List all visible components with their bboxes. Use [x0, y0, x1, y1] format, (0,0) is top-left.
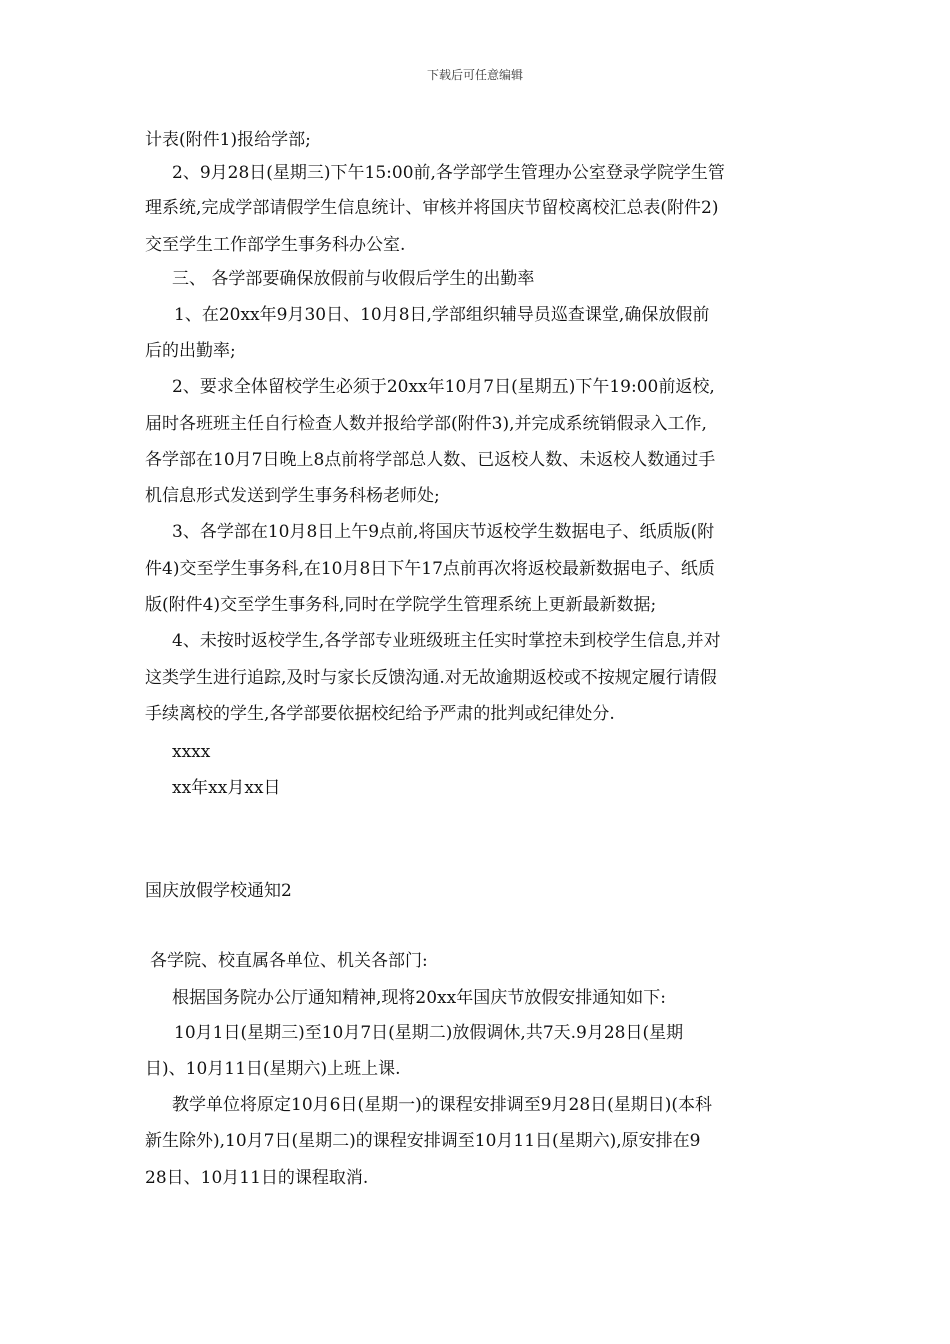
paragraph-line: 2、9月28日(星期三)下午15:00前,各学部学生管理办公室登录学院学生管 — [172, 163, 725, 183]
paragraph-line: 届时各班班主任自行检查人数并报给学部(附件3),并完成系统销假录入工作, — [145, 414, 707, 434]
paragraph-line: 各学院、校直属各单位、机关各部门: — [150, 951, 428, 971]
paragraph-line: 28日、10月11日的课程取消. — [145, 1168, 369, 1188]
page-header: 下载后可任意编辑 — [426, 68, 523, 82]
paragraph-line: 计表(附件1)报给学部; — [145, 130, 311, 150]
signature-date: xx年xx月xx日 — [172, 778, 281, 798]
paragraph-line: 后的出勤率; — [145, 341, 236, 361]
paragraph-line: 3、各学部在10月8日上午9点前,将国庆节返校学生数据电子、纸质版(附 — [172, 522, 715, 542]
paragraph-line: 日)、10月11日(星期六)上班上课. — [145, 1059, 401, 1079]
paragraph-line: 4、未按时返校学生,各学部专业班级班主任实时掌控未到校学生信息,并对 — [172, 631, 721, 651]
paragraph-line: 交至学生工作部学生事务科办公室. — [145, 235, 406, 255]
section-heading: 三、 各学部要确保放假前与收假后学生的出勤率 — [172, 269, 535, 289]
paragraph-line: 1、在20xx年9月30日、10月8日,学部组织辅导员巡查课堂,确保放假前 — [174, 305, 710, 325]
paragraph-line: 各学部在10月7日晚上8点前将学部总人数、已返校人数、未返校人数通过手 — [145, 450, 716, 470]
paragraph-line: 理系统,完成学部请假学生信息统计、审核并将国庆节留校离校汇总表(附件2) — [145, 198, 719, 218]
paragraph-line: 件4)交至学生事务科,在10月8日下午17点前再次将返校最新数据电子、纸质 — [145, 559, 715, 579]
paragraph-line: 2、要求全体留校学生必须于20xx年10月7日(星期五)下午19:00前返校, — [172, 377, 715, 397]
paragraph-line: 教学单位将原定10月6日(星期一)的课程安排调至9月28日(星期日)(本科 — [172, 1095, 713, 1115]
paragraph-line: 版(附件4)交至学生事务科,同时在学院学生管理系统上更新最新数据; — [145, 595, 657, 615]
paragraph-line: 机信息形式发送到学生事务科杨老师处; — [145, 486, 440, 506]
paragraph-line: 手续离校的学生,各学部要依据校纪给予严肃的批判或纪律处分. — [145, 704, 615, 724]
signature-name: xxxx — [172, 742, 211, 762]
paragraph-line: 根据国务院办公厅通知精神,现将20xx年国庆节放假安排通知如下: — [172, 988, 666, 1008]
paragraph-line: 新生除外),10月7日(星期二)的课程安排调至10月11日(星期六),原安排在9 — [145, 1131, 701, 1151]
paragraph-line: 10月1日(星期三)至10月7日(星期二)放假调休,共7天.9月28日(星期 — [174, 1023, 684, 1043]
paragraph-line: 这类学生进行追踪,及时与家长反馈沟通.对无故逾期返校或不按规定履行请假 — [145, 668, 717, 688]
notice-title: 国庆放假学校通知2 — [145, 881, 292, 901]
